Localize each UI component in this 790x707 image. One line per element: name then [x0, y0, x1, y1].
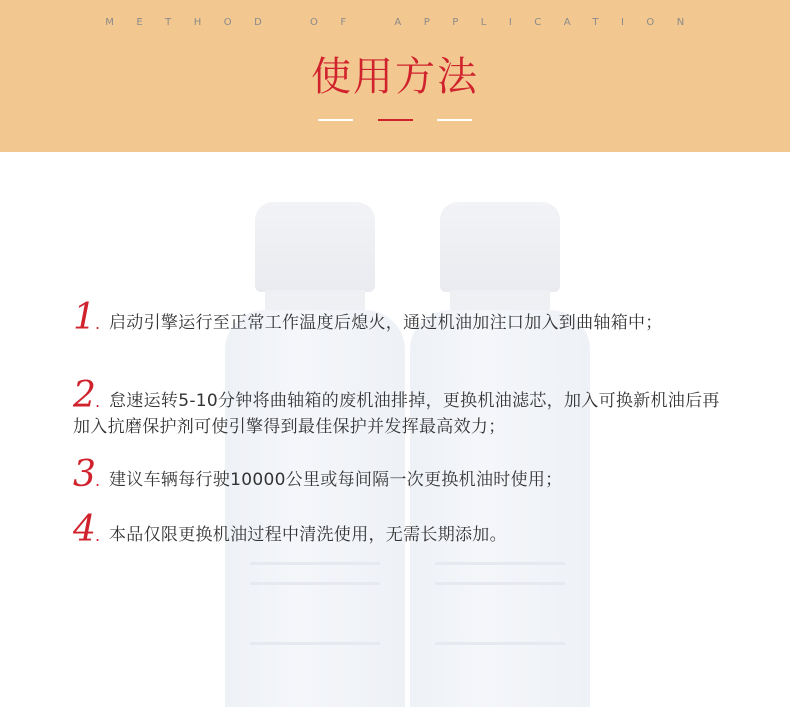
section-subtitle: METHOD OF APPLICATION: [105, 17, 707, 28]
section-title: 使用方法: [311, 54, 479, 100]
step-text: 建议车辆每行驶10000公里或每间隔一次更换机油时使用；: [109, 470, 563, 490]
bottle-body: [410, 310, 590, 707]
bottle-image-left: [225, 202, 405, 707]
divider-center: [378, 119, 413, 121]
step-dot: .: [95, 471, 101, 490]
bottle-label-line: [250, 582, 380, 585]
bottle-cap: [440, 202, 560, 292]
bottle-label-line: [435, 562, 565, 565]
step-dot: .: [95, 392, 101, 411]
bottle-label-line: [435, 642, 565, 645]
divider-right: [437, 119, 472, 121]
bottle-cap: [255, 202, 375, 292]
step-text: 本品仅限更换机油过程中清洗使用，无需长期添加。: [109, 525, 507, 545]
step-dot: .: [95, 526, 101, 545]
step-text: 怠速运转5-10分钟将曲轴箱的废机油排掉，更换机油滤芯，加入可换新机油后再加入抗磨保护剂可使引擎得到最佳保护并发挥最高效力；: [73, 391, 720, 437]
bottle-label-line: [250, 562, 380, 565]
step-dot: .: [95, 314, 101, 333]
step-number: 3: [73, 454, 96, 495]
step-number: 1: [73, 297, 96, 338]
bottle-label-line: [435, 582, 565, 585]
bottle-image-right: [410, 202, 590, 707]
header-banner: [0, 0, 790, 152]
bottle-neck: [450, 290, 550, 312]
step-number: 4: [73, 509, 96, 550]
step-number: 2: [73, 375, 96, 416]
step-text: 启动引擎运行至正常工作温度后熄火，通过机油加注口加入到曲轴箱中；: [109, 313, 663, 333]
bottle-body: [225, 310, 405, 707]
bottle-label-line: [250, 642, 380, 645]
bottle-neck: [265, 290, 365, 312]
divider-left: [318, 119, 353, 121]
